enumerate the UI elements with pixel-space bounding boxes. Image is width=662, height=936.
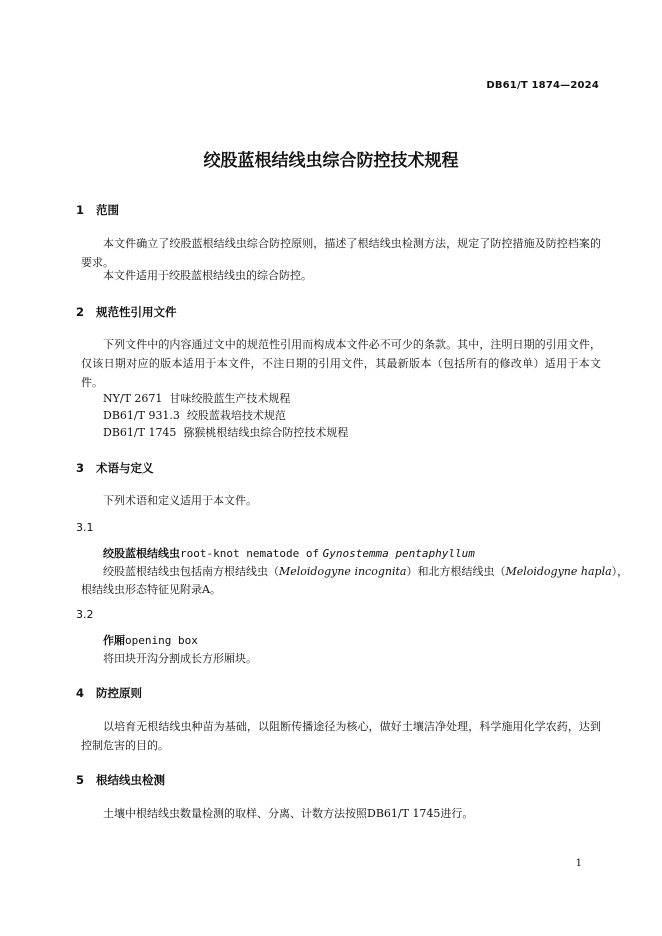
- reference-code: DB61/T 1745: [103, 426, 177, 439]
- term-english: root-knot nematode of: [180, 547, 320, 560]
- section-number: 4: [76, 686, 85, 700]
- section-title: 范围: [96, 203, 119, 217]
- reference-code: NY/T 2671: [103, 392, 163, 405]
- reference-name: 猕猴桃根结线虫综合防控技术规程: [183, 426, 349, 439]
- section-title: 规范性引用文件: [96, 305, 177, 319]
- reference-name: 甘味绞股蓝生产技术规程: [169, 392, 291, 405]
- term-3-2: [103, 632, 198, 648]
- section-2-paragraph-1: 下列文件中的内容通过文中的规范性引用而构成本文件必不可少的条款。其中，注明日期的引用文件，仅该日期对应的版本适用于本文件，不注日期的引用文件，其最新版本（包括所有的修改单）适用于本文件。: [81, 338, 601, 389]
- section-number: 1: [76, 203, 85, 217]
- section-title: 根结线虫检测: [96, 773, 165, 787]
- species-name: Meloidogyne incognita: [279, 565, 407, 578]
- section-number: 2: [76, 305, 85, 319]
- section-1-heading: [76, 202, 119, 218]
- section-2-heading: [76, 304, 177, 320]
- section-3-heading: [76, 460, 154, 476]
- term-3-1-definition: [103, 562, 628, 581]
- page-number: 1: [575, 858, 582, 869]
- section-1-paragraph-1: 本文件确立了绞股蓝根结线虫综合防控原则，描述了根结线虫检测方法，规定了防控措施及防控档案的要求。: [81, 237, 601, 269]
- reference-item: [103, 423, 348, 442]
- species-name: Meloidogyne hapla: [505, 565, 612, 578]
- section-5-heading: [76, 772, 165, 788]
- section-4-heading: [76, 685, 142, 701]
- term-english: opening box: [125, 634, 198, 647]
- definition-text: ）和北方根结线虫（: [406, 565, 506, 578]
- section-title: 术语与定义: [96, 461, 154, 475]
- clause-3-2-number: 3.2: [76, 608, 94, 621]
- section-1-paragraph-2: 本文件适用于绞股蓝根结线虫的综合防控。: [103, 269, 312, 282]
- section-number: 5: [76, 773, 85, 787]
- term-3-1: [103, 545, 475, 561]
- page-title: 绞股蓝根结线虫综合防控技术规程: [203, 151, 459, 171]
- section-number: 3: [76, 461, 85, 475]
- reference-code: DB61/T 931.3: [103, 409, 180, 422]
- section-4-paragraph-1: 以培育无根结线虫种苗为基础，以阻断传播途径为核心，做好土壤洁净处理，科学施用化学农药，达到控制危害的目的。: [81, 720, 601, 752]
- definition-text: ），: [611, 565, 629, 578]
- term-chinese: 作厢: [103, 634, 125, 647]
- document-id: DB61/T 1874—2024: [486, 80, 599, 91]
- term-chinese: 绞股蓝根结线虫: [103, 547, 180, 560]
- term-latin: Gynostemma pentaphyllum: [322, 547, 475, 560]
- section-3-paragraph-1: 下列术语和定义适用于本文件。: [103, 494, 257, 507]
- section-title: 防控原则: [96, 686, 142, 700]
- section-5-paragraph-1: 土壤中根结线虫数量检测的取样、分离、计数方法按照DB61/T 1745进行。: [103, 807, 474, 820]
- term-3-1-definition-line-2: 根结线虫形态特征见附录A。: [81, 583, 221, 596]
- term-3-2-definition: 将田块开沟分割成长方形厢块。: [103, 652, 257, 665]
- clause-3-1-number: 3.1: [76, 521, 94, 534]
- reference-name: 绞股蓝栽培技术规范: [186, 409, 286, 422]
- definition-text: 绞股蓝根结线虫包括南方根结线虫（: [103, 565, 279, 578]
